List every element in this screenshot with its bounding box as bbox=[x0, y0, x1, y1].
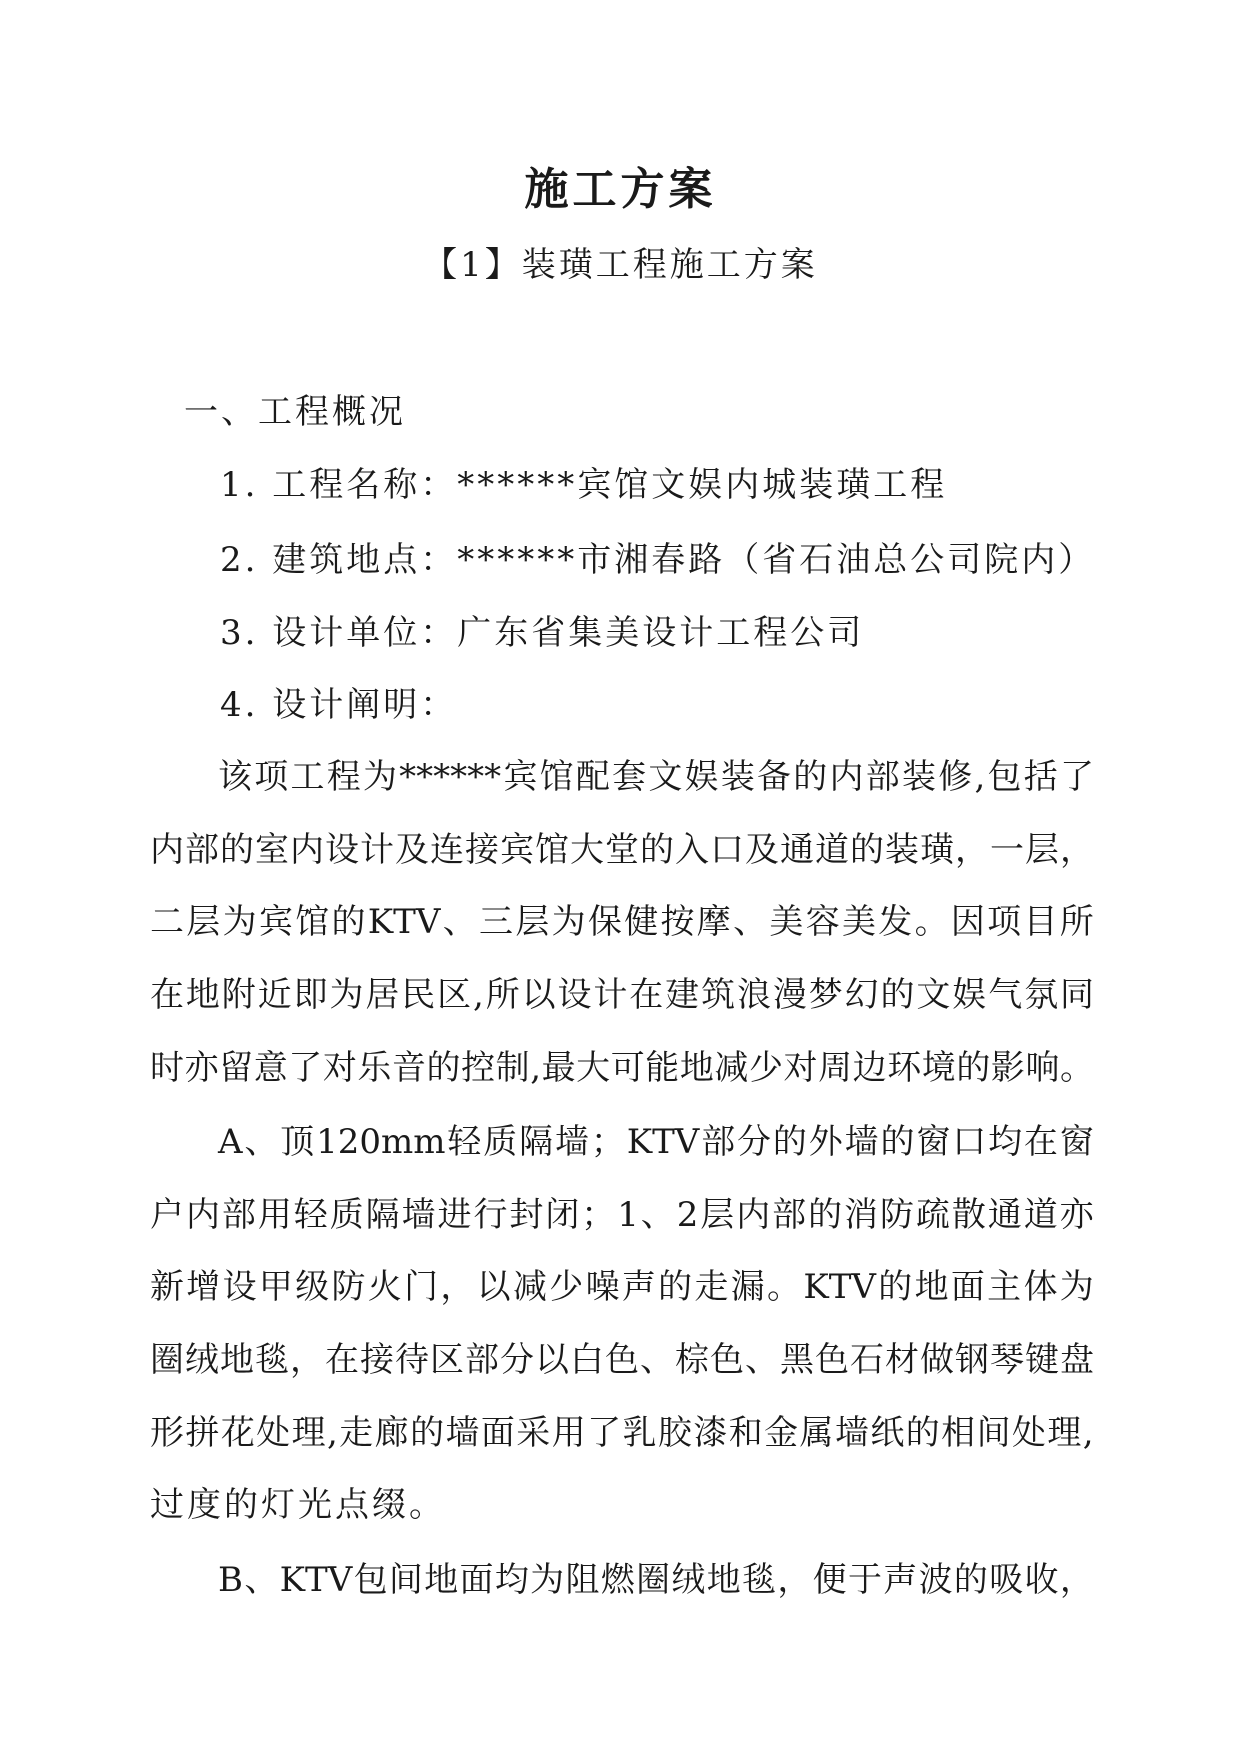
paragraph-line: 形 拼 花 处 理 , 走 廊 的 墙 面 采 用 了 乳 胶 漆 和 金 属 墙 纸 的 相 间 处 理 , bbox=[150, 1413, 1094, 1453]
paragraph-line: 内 部 的 室 内 设 计 及 连 接 宾 馆 大 堂 的 入 口 及 通 道 的 装 璜 ， 一 层 ， bbox=[150, 830, 1094, 870]
paragraph-line: 过度的灯光点缀。 bbox=[150, 1485, 446, 1525]
paragraph-line: 户 内 部 用 轻 质 隔 墙 进 行 封 闭 ； 1 、 2 层 内 部 的 消 防 疏 散 通 道 亦 bbox=[150, 1195, 1094, 1235]
page-subtitle: 【1】装璜工程施工方案 bbox=[423, 245, 818, 285]
paragraph-line: 时 亦 留 意 了 对 乐 音 的 控 制 , 最 大 可 能 地 减 少 对 周 边 环 境 的 影 响 。 bbox=[150, 1048, 1094, 1088]
list-item: 3. 设计单位：广东省集美设计工程公司 bbox=[220, 613, 865, 653]
list-item: 1. 工程名称：******宾馆文娱内城装璜工程 bbox=[220, 465, 948, 505]
list-item: 2. 建筑地点：******市湘春路（省石油总公司院内） bbox=[220, 540, 1096, 580]
paragraph-line: 圈 绒 地 毯 ， 在 接 待 区 部 分 以 白 色 、 棕 色 、 黑 色 石 材 做 钢 琴 键 盘 bbox=[150, 1340, 1094, 1380]
paragraph-line: 新 增 设 甲 级 防 火 门 ， 以 减 少 噪 声 的 走 漏 。 KTV 的 地 面 主 体 为 bbox=[150, 1267, 1094, 1307]
paragraph-line: 在 地 附 近 即 为 居 民 区 , 所 以 设 计 在 建 筑 浪 漫 梦 幻 的 文 娱 气 氛 同 bbox=[150, 975, 1094, 1015]
paragraph-line: B 、 KTV 包 间 地 面 均 为 阻 燃 圈 绒 地 毯 ， 便 于 声 波 的 吸 收 ， bbox=[218, 1560, 1094, 1600]
paragraph-line: A 、 顶 120mm 轻 质 隔 墙 ； KTV 部 分 的 外 墙 的 窗 口 均 在 窗 bbox=[218, 1122, 1094, 1162]
paragraph-line: 二 层 为 宾 馆 的 KTV 、 三 层 为 保 健 按 摩 、 美 容 美 发 。 因 项 目 所 bbox=[150, 902, 1094, 942]
paragraph-line: 该 项 工 程 为 ****** 宾 馆 配 套 文 娱 装 备 的 内 部 装 修 , 包 括 了 bbox=[218, 757, 1094, 797]
page-title: 施工方案 bbox=[524, 164, 717, 215]
section-heading: 一、工程概况 bbox=[184, 392, 406, 432]
list-item: 4. 设计阐明： bbox=[220, 685, 458, 725]
